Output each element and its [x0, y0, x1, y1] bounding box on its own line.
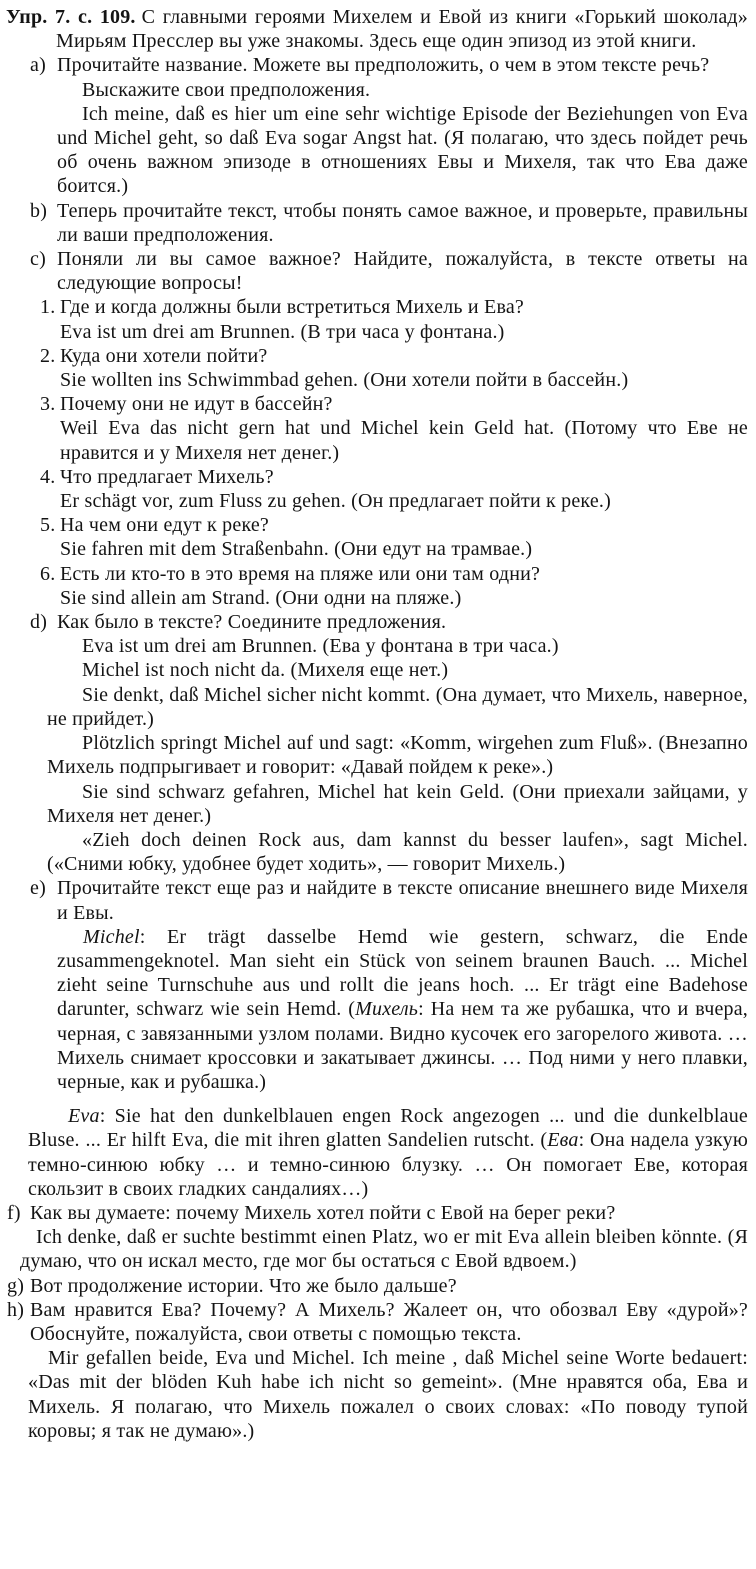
question-1-text: Где и когда должны были встретиться Михель и Ева?	[60, 296, 524, 319]
item-e-michel-description: Michel: Er trägt dasselbe Hemd wie gestern, schwarz, die Ende zusammengeknotel. Man sieht ein Stück von seinem braunen Bauch. ... Michel zieht seine Turnschuhe aus und rollt die jeans hoch. ... Er trägt eine Badehose darunter, schwarz wie sein Hemd. (Михель: На нем та же рубашка, что и вчера, черная, с завязанными узлом полами. Видно кусочек его загорелого живота. … Михель снимает кроссовки и закатывает джинсы. … Под ними у него плавки, черные, как и рубашка.)	[57, 925, 749, 1093]
item-b	[0, 199, 748, 247]
item-h	[0, 1298, 748, 1443]
exercise-label: Упр. 7. с. 109.	[6, 6, 136, 28]
question-2-number: 2.	[40, 344, 56, 367]
question-2-answer: Sie wollten ins Schwimmbad gehen. (Они хотели пойти в бассейн.)	[60, 369, 629, 392]
question-6-text: Есть ли кто-то в это время на пляже или они там одни?	[60, 562, 541, 585]
question-6-answer: Sie sind allein am Strand. (Они одни на пляже.)	[60, 586, 462, 609]
question-3-number: 3.	[40, 393, 56, 416]
exercise-intro: С главными героями Михелем и Евой из книги «Горький шоколад» Мирьям Пресслер вы уже знакомы. Здесь еще один эпизод из этой книги.	[56, 6, 748, 53]
question-4-answer: Er schägt vor, zum Fluss zu gehen. (Он предлагает пойти к реке.)	[60, 490, 611, 513]
question-6-number: 6.	[40, 562, 56, 585]
question-5-answer: Sie fahren mit dem Straßenbahn. (Они едут на трамвае.)	[60, 538, 533, 561]
question-1	[40, 295, 748, 319]
exercise-header	[0, 5, 748, 53]
question-3-answer: Weil Eva das nicht gern hat und Michel kein Geld hat. (Потому что Еве не нравится и у Михеля нет денег.)	[60, 417, 748, 464]
item-e-eva-description: Eva: Sie hat den dunkelblauen engen Rock angezogen ... und die dunkelblaue Bluse. ... Er hilft Eva, die mit ihren glatten Sandelien rutscht. (Ева: Она надела узкую темно-синюю юбку … и темно-синюю блузку. … Он помогает Еве, которая скользит в своих гладких сандалиях…)	[28, 1105, 749, 1200]
item-b-marker: b)	[30, 199, 48, 222]
item-d	[0, 610, 748, 876]
question-6	[40, 562, 748, 586]
item-g-marker: g)	[7, 1274, 25, 1297]
question-5-text: На чем они едут к реке?	[60, 514, 270, 537]
question-4-text: Что предлагает Михель?	[60, 465, 274, 488]
item-c-marker: c)	[30, 248, 46, 271]
item-d-marker: d)	[30, 611, 48, 634]
item-f-answer: Ich denke, daß er suchte bestimmt einen Platz, wo er mit Eva allein bleiben könnte. (Я думаю, что он искал место, где мог бы остаться с Евой вдвоем.)	[20, 1226, 748, 1273]
question-3	[40, 392, 748, 416]
item-h-text: Вам нравится Ева? Почему? А Михель? Жалеет он, что обозвал Еву «дурой»? Обоснуйте, пожалуйста, свои ответы с помощью текста.	[30, 1298, 748, 1345]
item-a-text: Прочитайте название. Можете вы предположить, о чем в этом тексте речь?	[57, 54, 710, 77]
question-4	[40, 465, 748, 489]
item-h-answer: Mir gefallen beide, Eva und Michel. Ich meine , daß Michel seine Worte bedauert: «Das mit der blöden Kuh habe ich nicht so gemeint». (Мне нравятся оба, Ева и Михель. Я полагаю, что Михель пожалел о своих словах: «По поводу тупой коровы; я так не думаю».)	[28, 1347, 748, 1442]
item-a	[0, 53, 748, 198]
item-f-text: Как вы думаете: почему Михель хотел пойти с Евой на берег реки?	[30, 1201, 616, 1224]
question-5-number: 5.	[40, 514, 56, 537]
item-c-text: Поняли ли вы самое важное? Найдите, пожалуйста, в тексте ответы на следующие вопросы!	[57, 248, 748, 295]
item-a-answer-1: Выскажите свои предположения.	[82, 78, 371, 101]
question-1-number: 1.	[40, 296, 56, 319]
item-c	[0, 247, 748, 610]
item-d-sentence-6: «Zieh doch deinen Rock aus, dam kannst du besser laufen», sagt Michel. («Сними юбку, удобнее будет ходить», — говорит Михель.)	[47, 828, 748, 876]
item-b-text: Теперь прочитайте текст, чтобы понять самое важное, и проверьте, правильны ли ваши предположения.	[57, 199, 748, 246]
item-d-sentence-4: Plötzlich springt Michel auf und sagt: «Komm, wirgehen zum Fluß». (Внезапно Михель подпрыгивает и говорит: «Давай пойдем к реке».)	[47, 732, 748, 779]
item-d-sentence-3: Sie denkt, daß Michel sicher nicht kommt. (Она думает, что Михель, наверное, не прийдет.)	[47, 683, 748, 730]
item-f-marker: f)	[7, 1201, 21, 1224]
question-5	[40, 513, 748, 537]
item-e-text: Прочитайте текст еще раз и найдите в тексте описание внешнего виде Михеля и Евы.	[57, 877, 748, 924]
item-d-sentence-1: Eva ist um drei am Brunnen. (Ева у фонтана в три часа.)	[82, 635, 559, 658]
item-f	[0, 1201, 748, 1274]
item-g	[0, 1274, 748, 1298]
item-d-text: Как было в тексте? Соедините предложения.	[57, 611, 447, 634]
item-e	[0, 876, 748, 1201]
question-3-text: Почему они не идут в бассейн?	[60, 393, 333, 416]
item-g-text: Вот продолжение истории. Что же было дальше?	[30, 1274, 457, 1297]
item-h-marker: h)	[7, 1298, 25, 1321]
item-a-answer-2: Ich meine, daß es hier um eine sehr wichtige Episode der Beziehungen von Eva und Michel geht, so daß Eva sogar Angst hat. (Я полагаю, что здесь пойдет речь об очень важном эпизоде в отношениях Евы и Михеля, так что Ева даже боится.)	[57, 102, 748, 198]
item-d-sentence-2: Michel ist noch nicht da. (Михеля еще нет.)	[82, 659, 449, 682]
item-d-sentence-5: Sie sind schwarz gefahren, Michel hat kein Geld. (Они приехали зайцами, у Михеля нет денег.)	[47, 780, 748, 827]
question-2-text: Куда они хотели пойти?	[60, 344, 268, 367]
question-4-number: 4.	[40, 465, 56, 488]
item-a-marker: a)	[30, 54, 46, 77]
question-1-answer: Eva ist um drei am Brunnen. (В три часа у фонтана.)	[60, 320, 505, 343]
item-e-marker: e)	[30, 877, 46, 900]
question-2	[40, 344, 748, 368]
